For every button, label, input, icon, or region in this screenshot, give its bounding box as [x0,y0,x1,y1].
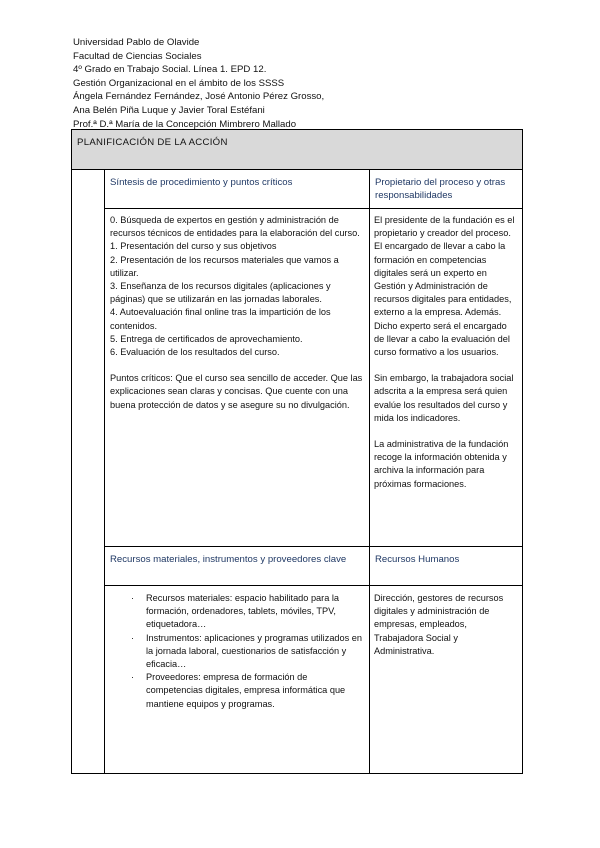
planning-table [71,129,523,774]
procedure-step: 6. Evaluación de los resultados del curso. [110,347,280,358]
procedure-cell [105,209,370,547]
header-faculty: Facultad de Ciencias Sociales [73,50,202,62]
owner-paragraph: El presidente de la fundación es el propietario y creador del proceso. [374,215,515,239]
owner-paragraph: La administrativa de la fundación recoge la información obtenida y archiva la información para próximas formaciones. [374,439,509,489]
document-header [73,36,324,131]
procedure-step: 1. Presentación del curso y sus objetivos [110,241,277,252]
owner-paragraph: Sin embargo, la trabajadora social adscrita a la empresa será quien evalúe los resultados del curso y mida los indicadores. [374,373,514,423]
list-item [110,592,363,632]
header-professor: Prof.ª D.ª María de la Concepción Mimbrero Mallado [73,118,297,130]
bullet-icon: · [131,672,135,683]
human-resources-cell [370,586,523,774]
resources-cell [105,586,370,774]
human-resources-text: Dirección, gestores de recursos digitales y administración de empresas, empleados, Trabajadora Social y Administrativa. [374,593,504,656]
procedure-step: 4. Autoevaluación final online tras la impartición de los contenidos. [110,307,331,331]
list-item [110,632,363,672]
list-item [110,671,363,711]
header-degree: 4º Grado en Trabajo Social. Línea 1. EPD 12. [73,64,267,76]
critical-points: Puntos críticos: Que el curso sea sencillo de acceder. Que las explicaciones sean claras y concisas. Que cuente con una buena protección de datos y se asegure su no divulgación. [110,373,363,410]
table-left-margin-cell [72,170,105,774]
owner-header: Propietario del proceso y otras responsabilidades [370,170,523,209]
resources-header: Recursos materiales, instrumentos y proveedores clave [105,547,370,586]
bullet-icon: · [131,632,135,643]
procedure-step: 2. Presentación de los recursos materiales que vamos a utilizar. [110,254,339,278]
owner-cell [370,209,523,547]
procedure-step: 5. Entrega de certificados de aprovechamiento. [110,333,303,344]
bullet-icon: · [131,593,135,603]
resource-text: Proveedores: empresa de formación de competencias digitales, empresa informática que mantiene equipos y programas. [146,672,346,709]
resource-text: Recursos materiales: espacio habilitado para la formación, ordenadores, tablets, móviles, TPV, etiquetadora… [146,593,340,630]
human-resources-header: Recursos Humanos [370,547,523,586]
resources-list [110,592,363,711]
procedure-step: 3. Enseñanza de los recursos digitales (aplicaciones y páginas) que se utilizarán en las jornadas laborales. [110,281,331,305]
resource-text: Instrumentos: aplicaciones y programas utilizados en la jornada laboral, cuestionarios de satisfacción y eficacia… [146,632,363,670]
header-authors-2: Ana Belén Piña Luque y Javier Toral Estéfani [73,104,265,116]
header-course: Gestión Organizacional en el ámbito de los SSSS [73,77,285,89]
procedure-header: Síntesis de procedimiento y puntos críticos [105,170,370,209]
owner-paragraph: El encargado de llevar a cabo la formación en competencias digitales será un experto en Gestión y Administración de recursos digitales para entidades, externo a la empresa. Además. Dicho experto será el encargado de llevar a cabo la evaluación del curso formativo a los usuarios. [374,241,512,358]
procedure-step: 0. Búsqueda de expertos en gestión y administración de recursos técnicos de entidades para la elaboración del curso. [110,215,360,239]
header-university: Universidad Pablo de Olavide [73,37,200,48]
header-authors-1: Ángela Fernández Fernández, José Antonio Pérez Grosso, [73,91,325,103]
table-title: PLANIFICACIÓN DE LA ACCIÓN [72,130,523,170]
